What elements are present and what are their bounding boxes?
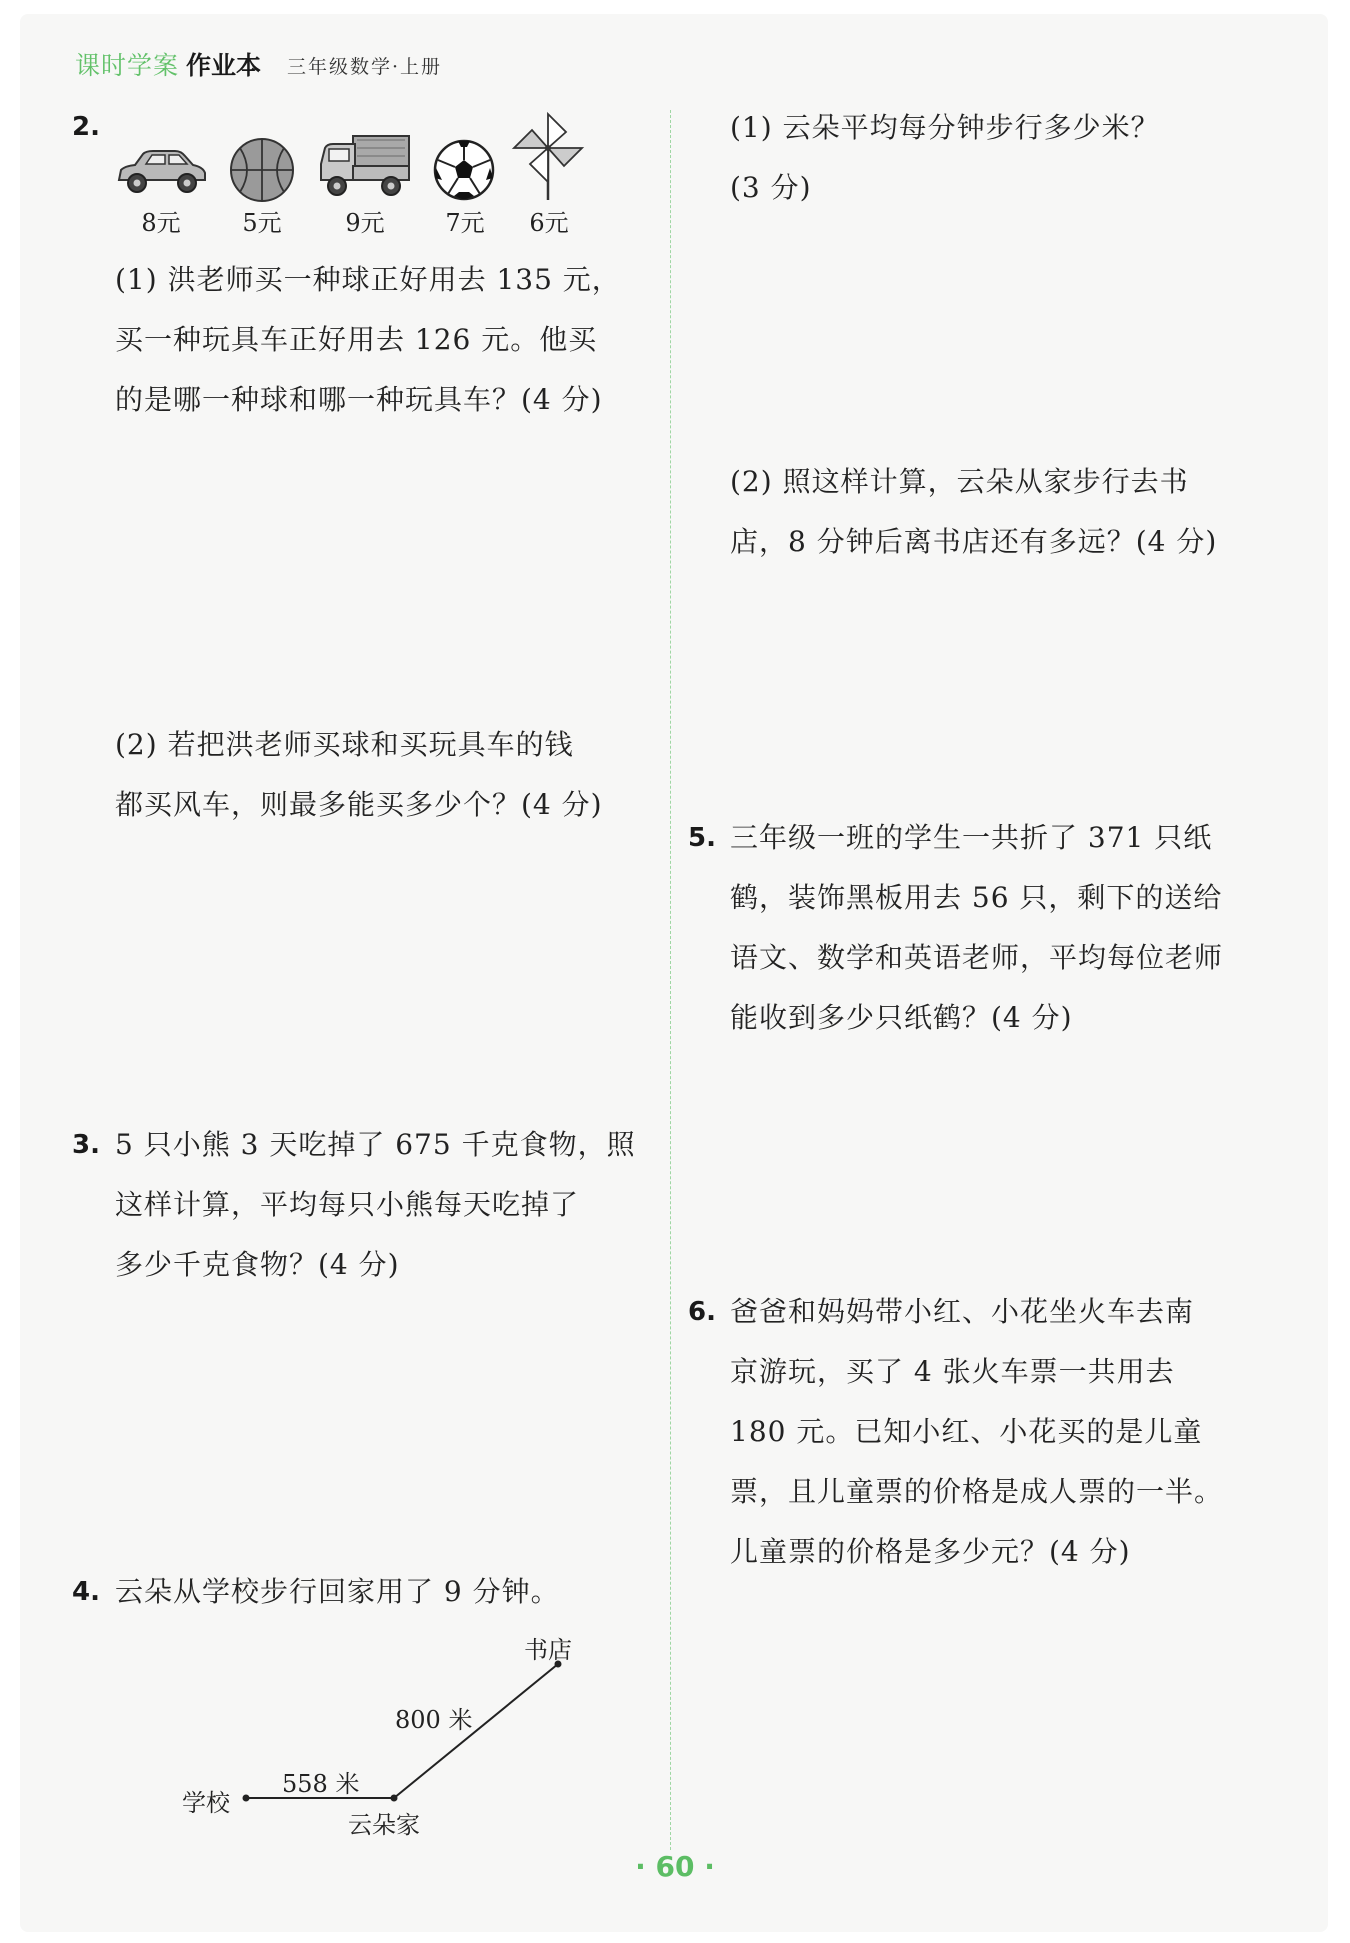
question-2-part-1 — [115, 250, 621, 430]
text-line: 京游玩，买了 4 张火车票一共用去 — [730, 1355, 1175, 1388]
question-6-number: 6. — [688, 1297, 716, 1327]
map-label-bookstore: 书店 — [524, 1636, 572, 1664]
question-5-text — [730, 808, 1223, 1048]
header-subtitle: 三年级数学·上册 — [287, 56, 443, 78]
text-line: 云朵从学校步行回家用了 9 分钟。 — [115, 1575, 560, 1608]
header-brand: 课时学案 — [75, 51, 180, 80]
text-line: 能收到多少只纸鹤？(4 分) — [730, 1001, 1073, 1034]
text-line: (3 分) — [730, 171, 812, 204]
column-divider — [670, 110, 671, 1850]
map-label-dist-home-bookstore: 800 米 — [395, 1706, 473, 1734]
text-line: 180 元。已知小红、小花买的是儿童 — [730, 1415, 1203, 1448]
text-line: (2) 若把洪老师买球和买玩具车的钱 — [115, 728, 574, 761]
toy-car-icon — [113, 140, 208, 200]
price-toy-truck: 9元 — [345, 209, 385, 237]
soccer-ball-icon — [432, 138, 496, 202]
map-label-home: 云朵家 — [348, 1811, 420, 1839]
school-point — [243, 1795, 250, 1802]
question-4-text — [115, 1562, 560, 1622]
price-soccer-ball: 7元 — [445, 209, 485, 237]
text-line: 这样计算，平均每只小熊每天吃掉了 — [115, 1188, 580, 1221]
map-label-school: 学校 — [182, 1789, 230, 1817]
text-line: 都买风车，则最多能买多少个？(4 分) — [115, 788, 603, 821]
text-line: 买一种玩具车正好用去 126 元。他买 — [115, 323, 598, 356]
question-2-number: 2. — [72, 112, 100, 142]
pinwheel-icon — [510, 110, 586, 202]
question-4-part-1 — [730, 98, 1160, 218]
text-line: 爸爸和妈妈带小红、小花坐火车去南 — [730, 1295, 1195, 1328]
text-line: 多少千克食物？(4 分) — [115, 1248, 400, 1281]
page-number: · 60 · — [635, 1850, 715, 1883]
map-label-dist-school-home: 558 米 — [282, 1770, 360, 1798]
text-line: 5 只小熊 3 天吃掉了 675 千克食物，照 — [115, 1128, 636, 1161]
toy-truck-icon — [317, 130, 412, 200]
header-book: 作业本 — [186, 51, 262, 80]
question-4-number: 4. — [72, 1577, 100, 1607]
home-point — [391, 1795, 398, 1802]
basketball-icon — [228, 136, 296, 204]
text-line: 三年级一班的学生一共折了 371 只纸 — [730, 821, 1213, 854]
text-line: (2) 照这样计算，云朵从家步行去书 — [730, 465, 1189, 498]
question-2-part-2 — [115, 715, 603, 835]
price-pinwheel: 6元 — [529, 209, 569, 237]
price-basketball: 5元 — [242, 209, 282, 237]
text-line: 店，8 分钟后离书店还有多远？(4 分) — [730, 525, 1218, 558]
price-toy-car: 8元 — [141, 209, 181, 237]
question-3-text — [115, 1115, 636, 1295]
text-line: 鹤，装饰黑板用去 56 只，剩下的送给 — [730, 881, 1223, 914]
question-5-number: 5. — [688, 823, 716, 853]
question-3-number: 3. — [72, 1130, 100, 1160]
text-line: (1) 洪老师买一种球正好用去 135 元， — [115, 263, 621, 296]
text-line: 语文、数学和英语老师，平均每位老师 — [730, 941, 1224, 974]
text-line: (1) 云朵平均每分钟步行多少米？ — [730, 111, 1160, 144]
question-4-part-2 — [730, 452, 1217, 572]
question-6-text — [730, 1282, 1223, 1582]
text-line: 儿童票的价格是多少元？(4 分) — [730, 1535, 1131, 1568]
text-line: 票，且儿童票的价格是成人票的一半。 — [730, 1475, 1224, 1508]
text-line: 的是哪一种球和哪一种玩具车？(4 分) — [115, 383, 603, 416]
